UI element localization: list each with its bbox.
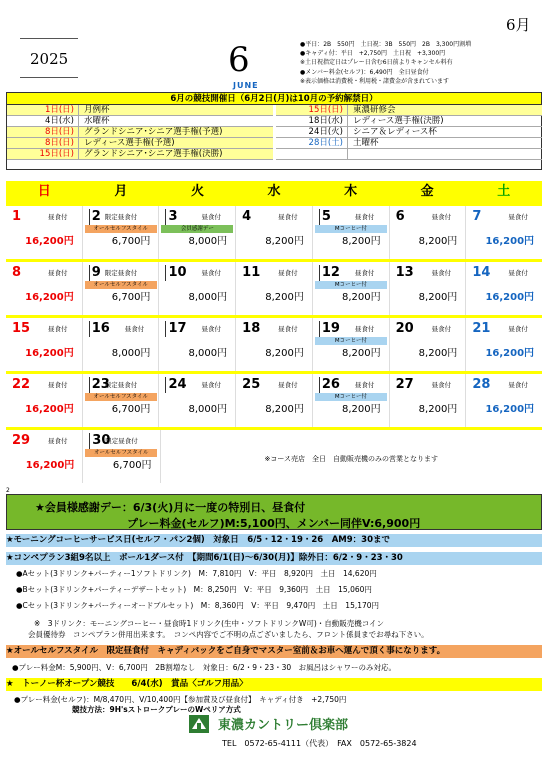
meal-tag: 昼食付 <box>48 325 68 333</box>
calendar-day <box>313 318 390 371</box>
calendar-day <box>6 318 83 371</box>
calendar-day <box>6 430 83 483</box>
day-number: 15 <box>12 321 31 336</box>
meal-tag: 昼食付 <box>431 381 452 389</box>
weekday-label: 金 <box>420 184 434 199</box>
day-price: 16,200円 <box>25 404 74 415</box>
day-price: 16,200円 <box>25 292 74 303</box>
competition-row <box>7 138 273 149</box>
club-logo-icon <box>188 714 210 734</box>
competition-name: グランドシニア･シニア選手権(予選) <box>79 127 273 137</box>
calendar <box>6 181 542 485</box>
day-price: 16,200円 <box>25 348 74 359</box>
day-number: 25 <box>242 377 261 392</box>
meal-tag: 昼食付 <box>508 213 528 221</box>
meal-tag: 昼食付 <box>278 213 298 221</box>
meal-tag: 昼食付 <box>431 325 452 333</box>
meal-tag: 昼食付 <box>354 381 375 389</box>
meal-tag: 昼食付 <box>278 381 298 389</box>
day-number: 6 <box>395 209 405 224</box>
tournament-fee: ●プレー料金(セルフ)：M/8,470円、V/10,400円【参加賞及び昼食付】 キャディ付き +2,750円 <box>14 695 347 704</box>
day-price: 6,700円 <box>111 236 151 247</box>
day-price: 8,200円 <box>418 348 458 359</box>
day-number: 12 <box>319 265 340 281</box>
day-price: 16,200円 <box>485 236 535 247</box>
pricing-info-line: ※土日祝指定日はプレー日含む6日前よりキャンセル料有 <box>300 59 453 67</box>
compe-note: 会員優待券 コンペプラン併用出来ます。 コンペ内容でご不明の点ございましたら、フロント係員までお尋ね下さい。 <box>28 630 429 639</box>
morning-coffee-banner: ★モーニングコーヒーサービス日(セルフ・パン2個) 対象日 6/5・12・19・26 AM9：30まで <box>6 534 542 547</box>
meal-tag: 昼食付 <box>48 213 68 221</box>
meal-tag: 限定昼食付 <box>104 269 138 277</box>
weekday-label: 土 <box>497 184 511 199</box>
competition-date <box>276 149 348 159</box>
weekday-header <box>6 181 542 203</box>
page-mark: 2 <box>6 487 10 494</box>
calendar-day <box>6 262 83 315</box>
day-number: 13 <box>395 265 414 280</box>
meal-tag: 昼食付 <box>278 325 298 333</box>
calendar-day <box>466 318 542 371</box>
competition-date: 1日(日) <box>7 105 79 115</box>
competition-row <box>276 105 542 116</box>
shop-notice: ※コース売店 全日 自動販売機のみの営業となります <box>264 455 439 463</box>
day-price: 6,700円 <box>112 460 152 471</box>
meal-tag: 限定昼食付 <box>105 437 138 445</box>
calendar-day <box>390 374 467 427</box>
day-price: 6,700円 <box>111 404 151 415</box>
month-number: 6 <box>228 40 250 80</box>
contact-info: TEL 0572-65-4111（代表） FAX 0572-65-3824 <box>222 739 417 748</box>
allself-title: ★オールセルフスタイル 限定昼食付 キャディバックをご自身でマスター室前＆お車へ運んで頂く事になります。 <box>6 645 542 658</box>
day-number: 18 <box>242 321 261 336</box>
calendar-day <box>159 374 236 427</box>
calendar-day <box>236 374 313 427</box>
calendar-day <box>390 262 467 315</box>
divider <box>20 38 78 39</box>
day-number: 7 <box>472 209 482 224</box>
calendar-weeks <box>6 203 542 427</box>
meal-tag: 昼食付 <box>431 213 452 221</box>
pricing-info-line: ●キャディ付：平日 +2,750円 土日祝 +3,300円 <box>300 50 446 58</box>
calendar-day <box>6 374 83 427</box>
calendar-day <box>313 206 390 259</box>
calendar-week <box>6 203 542 259</box>
day-badge: Mコーヒー付 <box>315 281 387 289</box>
competition-date: 8日(日) <box>7 127 79 137</box>
club-name: 東濃カントリー倶楽部 <box>218 718 349 733</box>
day-price: 16,200円 <box>485 404 535 415</box>
day-number: 11 <box>242 265 261 280</box>
divider <box>20 77 78 78</box>
day-badge: オールセルフスタイル <box>85 393 157 401</box>
meal-tag: 昼食付 <box>48 269 68 277</box>
day-badge: Mコーヒー付 <box>315 393 387 401</box>
day-badge: Mコーヒー付 <box>315 337 387 345</box>
competition-name: 水曜杯 <box>84 116 110 126</box>
day-price: 8,200円 <box>418 404 458 415</box>
meal-tag: 昼食付 <box>48 381 68 389</box>
calendar-day <box>236 262 313 315</box>
calendar-day <box>83 374 160 427</box>
pricing-info-line: ●平日：2B 550円 土日祝：3B 550円 2B 3,300円割増 <box>300 41 472 48</box>
day-number: 5 <box>319 209 331 225</box>
day-badge: オールセルフスタイル <box>85 449 157 457</box>
competition-row <box>7 127 273 138</box>
calendar-day <box>6 206 83 259</box>
competition-date: 15日(日) <box>276 105 348 115</box>
competition-name: 月例杯 <box>79 105 273 115</box>
competition-name: グランドシニア･シニア選手権(決勝) <box>79 149 273 159</box>
competition-date: 18日(水) <box>276 116 348 126</box>
day-number: 19 <box>319 321 340 337</box>
year-label: 2025 <box>30 50 69 68</box>
weekday-label: 木 <box>344 184 358 199</box>
day-number: 24 <box>165 377 186 393</box>
compe-set-c: ●Cセット(3ドリンク+パーティーオードブルセット) M：8,360円 V：平日 9,470円 土日 15,170円 <box>16 601 380 610</box>
meal-tag: 昼食付 <box>124 325 145 333</box>
competition-row <box>276 127 542 138</box>
competition-row <box>7 149 273 160</box>
meal-tag: 昼食付 <box>354 213 375 221</box>
day-price: 16,200円 <box>25 236 74 247</box>
competition-name: 東濃研修会 <box>348 105 542 115</box>
calendar-week <box>6 427 542 483</box>
day-price: 8,000円 <box>188 236 228 247</box>
competition-name: レディース選手権(予選) <box>79 138 273 148</box>
weekday-label: 水 <box>267 184 281 199</box>
day-number: 8 <box>12 265 22 280</box>
compe-set-a: ●Aセット(3ドリンク+パーティー1ソフトドリンク) M：7,810円 V：平日 8,920円 土日 14,620円 <box>16 569 377 578</box>
day-number: 20 <box>395 321 414 336</box>
day-price: 8,200円 <box>265 404 304 415</box>
day-price: 8,000円 <box>111 348 151 359</box>
competition-row <box>7 105 273 116</box>
day-number: 21 <box>472 321 491 336</box>
compe-set-b: ●Bセット(3ドリンク+パーティーデザートセット) M：8,250円 V：平日 9,360円 土日 15,060円 <box>16 585 372 594</box>
meal-tag: 昼食付 <box>201 381 221 389</box>
competition-name: レディース選手権(決勝) <box>353 116 444 126</box>
tournament-format: 競技方法：9H'sストロークプレーのWペリア方式 <box>72 705 241 714</box>
pricing-info-line: ●メンバー料金(セルフ)：6,490円 全日昼食付 <box>300 68 429 76</box>
calendar-week <box>6 371 542 427</box>
day-number: 16 <box>89 321 110 337</box>
day-number: 28 <box>472 377 491 392</box>
day-number: 29 <box>12 433 31 448</box>
appreciation-banner <box>6 494 542 530</box>
competition-date: 15日(日) <box>7 149 79 159</box>
meal-tag: 昼食付 <box>354 269 375 277</box>
day-badge: オールセルフスタイル <box>85 281 157 289</box>
competition-column-right <box>276 105 542 160</box>
day-price: 16,200円 <box>485 348 535 359</box>
competition-table <box>6 92 542 170</box>
competition-date: 8日(日) <box>7 138 79 148</box>
competition-row <box>7 116 273 127</box>
day-price: 8,000円 <box>188 348 228 359</box>
calendar-day <box>83 430 160 483</box>
calendar-day <box>390 318 467 371</box>
meal-tag: 限定昼食付 <box>104 213 138 221</box>
day-price: 8,000円 <box>188 292 228 303</box>
calendar-day <box>236 206 313 259</box>
day-price: 8,200円 <box>341 348 381 359</box>
day-badge: オールセルフスタイル <box>85 225 157 233</box>
appreciation-price: プレー料金(セルフ)M:5,100円、メンバー同伴V:6,900円 <box>127 517 421 530</box>
day-price: 8,200円 <box>265 348 304 359</box>
calendar-day <box>159 318 236 371</box>
calendar-day <box>159 206 236 259</box>
competition-date: 4日(水) <box>7 116 79 126</box>
day-number: 23 <box>89 377 110 393</box>
day-price: 8,000円 <box>188 404 228 415</box>
calendar-day <box>466 262 542 315</box>
compe-note: ※ 3ドリンク：モーニングコーヒー・昼食時1ドリンク(生中・ソフトドリンクW可)・自動販売機コイン <box>34 619 385 628</box>
calendar-day <box>466 206 542 259</box>
competition-name <box>348 149 542 159</box>
meal-tag: 昼食付 <box>278 269 298 277</box>
weekday-label: 月 <box>114 184 128 199</box>
appreciation-title: ★会員様感謝デー：6/3(火)月に一度の特別日、昼食付 <box>35 501 306 514</box>
day-number: 4 <box>242 209 252 224</box>
day-price: 8,200円 <box>418 292 458 303</box>
day-price: 6,700円 <box>111 292 151 303</box>
meal-tag: 昼食付 <box>48 437 68 445</box>
day-number: 9 <box>89 265 101 281</box>
pricing-info <box>300 40 540 86</box>
competition-name: 土曜杯 <box>353 138 379 148</box>
day-price: 8,200円 <box>265 236 304 247</box>
month-corner-label: 6月 <box>506 16 531 34</box>
calendar-day <box>313 374 390 427</box>
meal-tag: 限定昼食付 <box>104 381 138 389</box>
allself-detail: ●プレー料金M：5,900円、V：6,700円 2B割増なし 対象日：6/2・9・23・30 お風呂はシャワーのみ対応。 <box>12 663 396 672</box>
day-number: 3 <box>165 209 177 225</box>
day-price: 8,200円 <box>418 236 458 247</box>
meal-tag: 昼食付 <box>431 269 452 277</box>
competition-title: 6月の競技開催日（6月2日(月)は10月の予約解禁日） <box>7 93 541 105</box>
day-price: 8,200円 <box>341 292 381 303</box>
calendar-day <box>313 262 390 315</box>
competition-row <box>276 138 542 149</box>
day-number: 1 <box>12 209 22 224</box>
calendar-day <box>466 374 542 427</box>
day-badge: 会員感謝デー <box>161 225 233 233</box>
calendar-day <box>159 262 236 315</box>
calendar-day <box>83 206 160 259</box>
month-name: JUNE <box>233 81 259 90</box>
competition-date: 28日(土) <box>276 138 348 148</box>
meal-tag: 昼食付 <box>508 269 528 277</box>
calendar-day <box>83 262 160 315</box>
day-number: 30 <box>89 433 110 449</box>
day-badge: Mコーヒー付 <box>315 225 387 233</box>
day-number: 27 <box>395 377 414 392</box>
meal-tag: 昼食付 <box>354 325 375 333</box>
competition-date: 24日(火) <box>276 127 348 137</box>
day-number: 26 <box>319 377 340 393</box>
day-price: 16,200円 <box>25 460 75 471</box>
day-number: 14 <box>472 265 491 280</box>
competition-column-left <box>7 105 273 160</box>
weekday-label: 日 <box>37 184 51 199</box>
calendar-day <box>390 206 467 259</box>
day-price: 16,200円 <box>485 292 535 303</box>
compe-plan-title: ★コンペプラン3組9名以上 ボール1ダース付 【期間6/1(日)～6/30(月)】除外日：6/2・9・23・30 <box>6 552 542 565</box>
calendar-day <box>83 318 160 371</box>
calendar-day <box>236 318 313 371</box>
meal-tag: 昼食付 <box>201 213 221 221</box>
day-price: 8,200円 <box>341 236 381 247</box>
weekday-label: 火 <box>190 184 204 199</box>
pricing-info-line: ※表示価格は消費税・利用税・諸費金が含まれています <box>300 77 450 85</box>
day-number: 17 <box>165 321 186 337</box>
meal-tag: 昼食付 <box>508 381 528 389</box>
calendar-week <box>6 315 542 371</box>
meal-tag: 昼食付 <box>201 325 221 333</box>
calendar-week <box>6 259 542 315</box>
tournament-title: ★ トーノー杯オープン競技 6/4(水) 賞品〈ゴルフ用品〉 <box>6 678 542 691</box>
day-number: 10 <box>165 265 186 281</box>
day-price: 8,200円 <box>265 292 304 303</box>
competition-row <box>276 116 542 127</box>
competition-row <box>276 149 542 160</box>
competition-name: シニア＆レディース杯 <box>353 127 437 137</box>
day-number: 22 <box>12 377 31 392</box>
day-price: 8,200円 <box>341 404 381 415</box>
day-number: 2 <box>89 209 101 225</box>
meal-tag: 昼食付 <box>508 325 528 333</box>
meal-tag: 昼食付 <box>201 269 221 277</box>
